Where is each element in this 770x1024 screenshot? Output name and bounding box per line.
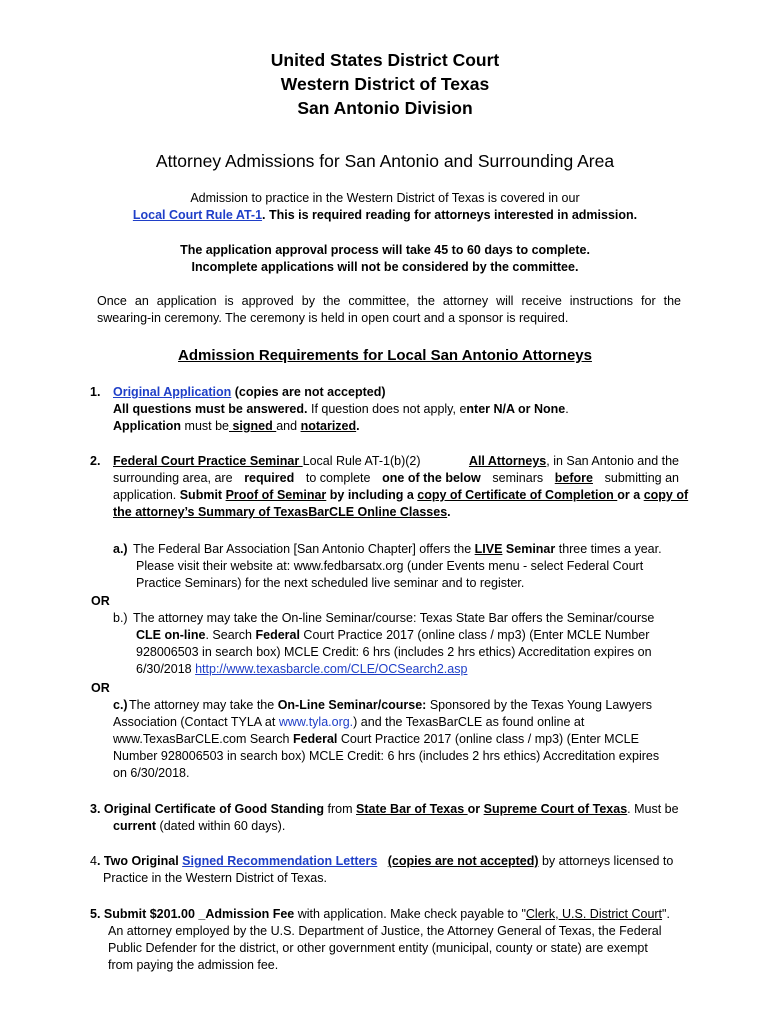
option-b-label: b.) [113, 611, 128, 625]
local-court-rule-link[interactable]: Local Court Rule AT-1 [132, 208, 263, 222]
submit-text: Submit [179, 488, 226, 502]
item-1-line-3 [113, 418, 360, 435]
seminars-text: seminars [492, 471, 544, 485]
option-c-label: c.) [113, 698, 128, 712]
submitting-text: submitting an [604, 471, 679, 485]
signed-text: signed [229, 419, 277, 433]
intro-line-2 [0, 207, 770, 224]
copy-of-text: copy of [643, 488, 689, 502]
period-text: . [356, 419, 360, 433]
option-a-line-1 [133, 541, 662, 558]
expiry-date-text: 6/30/2018 [136, 662, 196, 676]
admission-fee-text: 5. Submit $201.00 _Admission Fee [90, 907, 295, 921]
option-b-line-3: 928006503 in search box) MCLE Credit: 6 hrs (includes 2 hrs ethics) Accreditation expires on [136, 645, 652, 659]
option-a-line-2: Please visit their website at: www.fedbarsatx.org (under Events menu - select Federal Court [136, 559, 644, 573]
all-attorneys-text: All Attorneys [468, 454, 547, 468]
summary-classes-text: the attorney’s Summary of TexasBarCLE Online Classes [113, 505, 448, 519]
item-2-number: 2. [90, 454, 101, 468]
tyla-link[interactable]: www.tyla.org. [278, 715, 354, 729]
payable-text: with application. Make check payable to " [294, 907, 526, 921]
in-san-antonio-text: , in San Antonio and the [546, 454, 679, 468]
current-text: current [113, 819, 157, 833]
quote-period-text: ". [662, 907, 670, 921]
intro-line-1 [0, 190, 770, 207]
and-text: and [276, 419, 301, 433]
or-a-text: or a [617, 488, 644, 502]
may-take-text: The attorney may take the [129, 698, 278, 712]
application-text: application. [113, 488, 180, 502]
option-c-line-1 [129, 697, 652, 714]
notice-line-1: The application approval process will take 45 to 60 days to complete. [180, 243, 590, 257]
federal-text: Federal [292, 732, 338, 746]
licensed-text: by attorneys licensed to [538, 854, 674, 868]
federal-text: Federal [255, 628, 300, 642]
must-be-text: must be [181, 419, 229, 433]
notice-line-2: Incomplete applications will not be considered by the committee. [191, 260, 579, 274]
state-bar-text: State Bar of Texas [356, 802, 468, 816]
item-1-line-2 [113, 401, 569, 418]
three-times-text: three times a year. [555, 542, 662, 556]
item-3-line-1 [90, 801, 679, 818]
header-line-3: San Antonio Division [297, 98, 473, 118]
must-be-text: . Must be [627, 802, 679, 816]
option-c-line-2 [113, 714, 584, 731]
period-text: . [447, 505, 451, 519]
item-2-line-4 [113, 504, 451, 521]
from-text: from [324, 802, 356, 816]
item-2-line-1 [113, 453, 679, 470]
or-separator-1: OR [91, 594, 110, 608]
to-complete-text: to complete [305, 471, 371, 485]
local-rule-ref: Local Rule AT-1(b)(2) [302, 454, 421, 468]
clerk-text: Clerk, U.S. District Court [525, 907, 663, 921]
original-application-link[interactable]: Original Application [113, 385, 232, 399]
na-none-text: nter N/A or None [466, 402, 566, 416]
cle-online-text: CLE on-line [136, 628, 206, 642]
dated-within-text: (dated within 60 days). [156, 819, 286, 833]
item-5-line-1 [90, 906, 670, 923]
spacer-text [377, 854, 387, 868]
item-2-line-2 [113, 470, 679, 487]
proof-of-seminar-text: Proof of Seminar [225, 488, 327, 502]
item-4-number: 4 [90, 854, 97, 868]
swearing-line-1: Once an application is approved by the committee, the attorney will receive instructions for the [97, 294, 681, 308]
signed-recommendation-link[interactable]: Signed Recommendation Letters [182, 854, 378, 868]
website-search-text: www.TexasBarCLE.com Search [113, 732, 293, 746]
option-b-line-1: The attorney may take the On-line Seminar/course: Texas State Bar offers the Seminar/course [133, 611, 655, 625]
online-seminar-text: On-Line Seminar/course: [277, 698, 427, 712]
two-original-text: . Two Original [96, 854, 183, 868]
all-questions-text: All questions must be answered. [113, 402, 308, 416]
item-4-line-2: Practice in the Western District of Texas. [103, 871, 327, 885]
required-text: required [244, 471, 295, 485]
good-standing-text: 3. Original Certificate of Good Standing [90, 802, 325, 816]
texasbarcle-link[interactable]: http://www.texasbarcle.com/CLE/OCSearch2.asp [195, 662, 468, 676]
option-c-line-3 [113, 731, 639, 748]
option-b-line-4 [136, 661, 467, 678]
page-title: Attorney Admissions for San Antonio and Surrounding Area [155, 151, 615, 171]
court-header [0, 48, 770, 120]
sponsored-text: Sponsored by the Texas Young Lawyers [426, 698, 652, 712]
texasbarcle-text: ) and the TexasBarCLE as found online at [353, 715, 585, 729]
course-text: Court Practice 2017 (online class / mp3) (Enter MCLE [337, 732, 639, 746]
course-text: Court Practice 2017 (online class / mp3) (Enter MCLE Number [299, 628, 650, 642]
or-separator-2: OR [91, 681, 110, 695]
option-b-line-2 [136, 627, 649, 644]
item-2-line-3 [113, 487, 688, 504]
copies-not-accepted-1: (copies are not accepted) [231, 385, 386, 399]
intro-text-1: Admission to practice in the Western District of Texas is covered in our [190, 191, 580, 205]
section-title: Admission Requirements for Local San Antonio Attorneys [178, 347, 592, 364]
if-question-text: If question does not apply, e [307, 402, 467, 416]
surrounding-area-text: surrounding area, are [113, 471, 233, 485]
certificate-completion-text: copy of Certificate of Completion [417, 488, 618, 502]
by-including-text: by including a [326, 488, 418, 502]
search-text: . Search [205, 628, 256, 642]
item-1-line-1 [113, 384, 386, 401]
one-of-below-text: one of the below [382, 471, 481, 485]
item-5-line-4: from paying the admission fee. [108, 958, 279, 972]
federal-seminar-heading: Federal Court Practice Seminar [113, 454, 303, 468]
option-a-line-3: Practice Seminars) for the next scheduled live seminar and to register. [136, 576, 525, 590]
live-text: LIVE [474, 542, 503, 556]
option-c-line-5: on 6/30/2018. [113, 766, 190, 780]
intro-text-2: . This is required reading for attorneys interested in admission. [262, 208, 638, 222]
fba-text: The Federal Bar Association [San Antonio Chapter] offers the [133, 542, 475, 556]
or-text: or [467, 802, 484, 816]
item-1-number: 1. [90, 385, 101, 399]
item-5-line-3: Public Defender for the district, or other government entity (municipal, county or state) are exempt [108, 941, 648, 955]
copies-not-accepted-4: (copies are not accepted) [387, 854, 539, 868]
application-text: Application [113, 419, 182, 433]
header-line-2: Western District of Texas [280, 74, 490, 94]
seminar-text: Seminar [502, 542, 556, 556]
item-4-line-1 [90, 853, 673, 870]
before-text: before [554, 471, 593, 485]
option-c-line-4: Number 928006503 in search box) MCLE Credit: 6 hrs (includes 2 hrs ethics) Accreditation expires [113, 749, 660, 763]
option-a-label: a.) [113, 542, 128, 556]
header-line-1: United States District Court [270, 50, 500, 70]
supreme-court-text: Supreme Court of Texas [483, 802, 628, 816]
notarized-text: notarized [300, 419, 357, 433]
swearing-line-2: swearing-in ceremony. The ceremony is held in open court and a sponsor is required. [97, 311, 569, 325]
item-3-line-2 [113, 818, 285, 835]
association-text: Association (Contact TYLA at [113, 715, 279, 729]
period-text: . [565, 402, 569, 416]
item-5-line-2: An attorney employed by the U.S. Department of Justice, the Attorney General of Texas, the Federal [108, 924, 662, 938]
